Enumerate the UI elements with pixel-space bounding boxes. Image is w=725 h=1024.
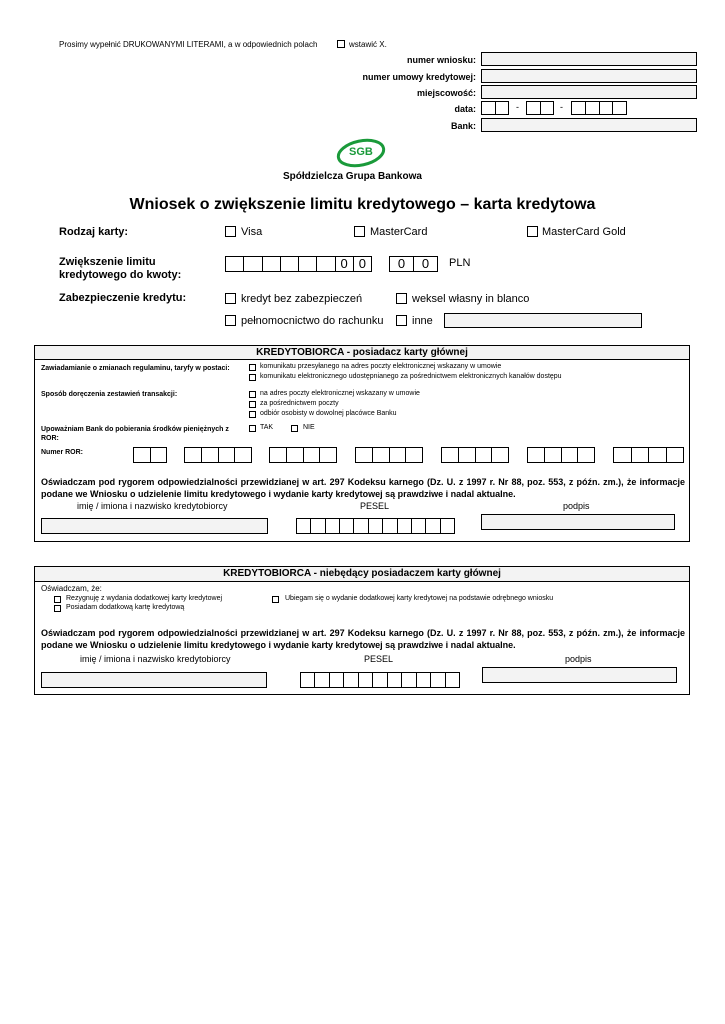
logo-name: Spółdzielcza Grupa Bankowa — [283, 171, 422, 182]
section2-declaration: Oświadczam pod rygorem odpowiedzialności przewidzianej w art. 297 Kodeksu karnego (Dz. U. z 1997 r. Nr 88, poz. 553, z późn. zm.), że informacje podane we Wniosku o udzielenie limitu kredytowego i wydanie karty kredytowej są prawdziwe i nadal aktualne. — [41, 628, 685, 650]
security-opt1-checkbox[interactable] — [225, 293, 236, 304]
section2-opt2-label: Posiadam dodatkową kartę kredytową — [66, 604, 185, 611]
notify-opt2-label: komunikatu elektronicznego udostępnianego za pośrednictwem elektronicznych kanałów dostępu — [260, 373, 562, 380]
label-data: data: — [454, 104, 476, 114]
label-numer-wniosku: numer wniosku: — [406, 55, 476, 65]
ror-field-4[interactable] — [355, 447, 423, 463]
delivery-opt3-label: odbiór osobisty w dowolnej placówce Banku — [260, 410, 397, 417]
section2-opt3-label: Ubiegam się o wydanie dodatkowej karty kredytowej na podstawie odrębnego wniosku — [285, 595, 554, 602]
section2-header: KREDYTOBIORCA - niebędący posiadaczem karty głównej — [35, 567, 689, 582]
visa-checkbox[interactable] — [225, 226, 236, 237]
intro-end: wstawić X. — [349, 40, 387, 49]
date-year-field[interactable] — [571, 101, 627, 115]
ror-auth-label: Upoważniam Bank do pobierania środków pieniężnych z ROR: — [41, 426, 229, 442]
limit-label-1: Zwiększenie limitu — [59, 256, 156, 268]
delivery-label: Sposób doręczenia zestawień transakcji: — [41, 391, 178, 398]
security-other-field[interactable] — [444, 313, 642, 328]
section2-opt1-checkbox[interactable] — [54, 596, 61, 603]
limit-decimal-field[interactable] — [389, 256, 438, 272]
notify-opt1-checkbox[interactable] — [249, 364, 256, 371]
security-opt3-label: pełnomocnictwo do rachunku — [241, 315, 384, 327]
mastercard-gold-label: MasterCard Gold — [542, 226, 626, 238]
limit-digit: 0 — [421, 256, 430, 271]
limit-digit: 0 — [358, 256, 366, 271]
section1-pesel-label: PESEL — [360, 501, 390, 511]
delivery-opt1-checkbox[interactable] — [249, 391, 256, 398]
section2-name-field[interactable] — [41, 672, 267, 688]
tak-checkbox[interactable] — [249, 425, 256, 432]
delivery-opt2-checkbox[interactable] — [249, 401, 256, 408]
section2-name-label: imię / imiona i nazwisko kredytobiorcy — [80, 654, 231, 664]
section2-statement: Oświadczam, że: — [41, 584, 102, 593]
ror-field-3[interactable] — [269, 447, 337, 463]
delivery-opt1-label: na adres poczty elektronicznej wskazany w umowie — [260, 390, 420, 397]
ror-label: Numer ROR: — [41, 449, 84, 456]
intro-checkbox-icon — [337, 40, 345, 48]
card-type-label: Rodzaj karty: — [59, 226, 129, 238]
section2-opt3-checkbox[interactable] — [272, 596, 279, 603]
sgb-logo — [335, 138, 387, 168]
security-label: Zabezpieczenie kredytu: — [59, 292, 187, 304]
ror-field-6[interactable] — [527, 447, 595, 463]
notify-opt2-checkbox[interactable] — [249, 374, 256, 381]
intro-main: Prosimy wypełnić DRUKOWANYMI LITERAMI, a w odpowiednich polach — [59, 40, 318, 49]
mastercard-checkbox[interactable] — [354, 226, 365, 237]
label-miejscowosc: miejscowość: — [416, 88, 476, 98]
section2-opt1-label: Rezygnuję z wydania dodatkowej karty kredytowej — [66, 595, 223, 602]
section1-name-label: imię / imiona i nazwisko kredytobiorcy — [77, 501, 228, 511]
security-opt4-checkbox[interactable] — [396, 315, 407, 326]
limit-digit: 0 — [336, 257, 354, 271]
page-title: Wniosek o zwiększenie limitu kredytowego – karta kredytowa — [129, 196, 596, 213]
nie-label: NIE — [303, 424, 315, 431]
limit-digit: 0 — [390, 257, 414, 271]
miejscowosc-field[interactable] — [481, 85, 697, 99]
section1-header: KREDYTOBIORCA - posiadacz karty głównej — [35, 346, 689, 360]
section2-opt2-checkbox[interactable] — [54, 605, 61, 612]
ror-field-7[interactable] — [613, 447, 684, 463]
ror-field-1[interactable] — [133, 447, 167, 463]
security-opt4-label: inne — [412, 315, 433, 327]
delivery-opt2-label: za pośrednictwem poczty — [260, 400, 339, 407]
date-day-field[interactable] — [481, 101, 509, 115]
section1-sign-field[interactable] — [481, 514, 675, 530]
security-opt3-checkbox[interactable] — [225, 315, 236, 326]
date-month-field[interactable] — [526, 101, 554, 115]
section2-pesel-field[interactable] — [300, 672, 460, 688]
nie-checkbox[interactable] — [291, 425, 298, 432]
section2-pesel-label: PESEL — [364, 654, 394, 664]
date-sep-1: - — [516, 102, 519, 112]
mastercard-gold-checkbox[interactable] — [527, 226, 538, 237]
ror-field-5[interactable] — [441, 447, 509, 463]
notify-label: Zawiadamianie o zmianach regulaminu, taryfy w postaci: — [41, 365, 230, 372]
mastercard-label: MasterCard — [370, 226, 428, 238]
numer-umowy-field[interactable] — [481, 69, 697, 83]
label-numer-umowy: numer umowy kredytowej: — [362, 72, 476, 82]
numer-wniosku-field[interactable] — [481, 52, 697, 66]
label-bank: Bank: — [450, 121, 476, 131]
section2-sign-field[interactable] — [482, 667, 677, 683]
notify-opt1-label: komunikatu przesyłanego na adres poczty elektronicznej wskazany w umowie — [260, 363, 502, 370]
currency-label: PLN — [449, 257, 471, 269]
tak-label: TAK — [260, 424, 274, 431]
limit-label-2: kredytowego do kwoty: — [59, 269, 182, 281]
intro-text — [59, 40, 317, 49]
section1-declaration: Oświadczam pod rygorem odpowiedzialności przewidzianej w art. 297 Kodeksu karnego (Dz. U. z 1997 r. Nr 88, poz. 553, z późn. zm.), że informacje podane we Wniosku o udzielenie limitu kredytowego i wydanie karty kredytowej są prawdziwe i nadal aktualne. — [41, 477, 685, 499]
section1-sign-label: podpis — [563, 501, 590, 511]
security-opt2-label: weksel własny in blanco — [412, 293, 530, 305]
security-opt2-checkbox[interactable] — [396, 293, 407, 304]
limit-amount-field[interactable] — [225, 256, 372, 272]
delivery-opt3-checkbox[interactable] — [249, 411, 256, 418]
bank-field[interactable] — [481, 118, 697, 132]
security-opt1-label: kredyt bez zabezpieczeń — [241, 293, 363, 305]
visa-label: Visa — [241, 226, 263, 238]
section1-pesel-field[interactable] — [296, 518, 455, 534]
ror-field-2[interactable] — [184, 447, 252, 463]
section2-sign-label: podpis — [565, 654, 592, 664]
logo-text: SGB — [349, 146, 373, 158]
date-sep-2: - — [560, 102, 563, 112]
section1-name-field[interactable] — [41, 518, 268, 534]
